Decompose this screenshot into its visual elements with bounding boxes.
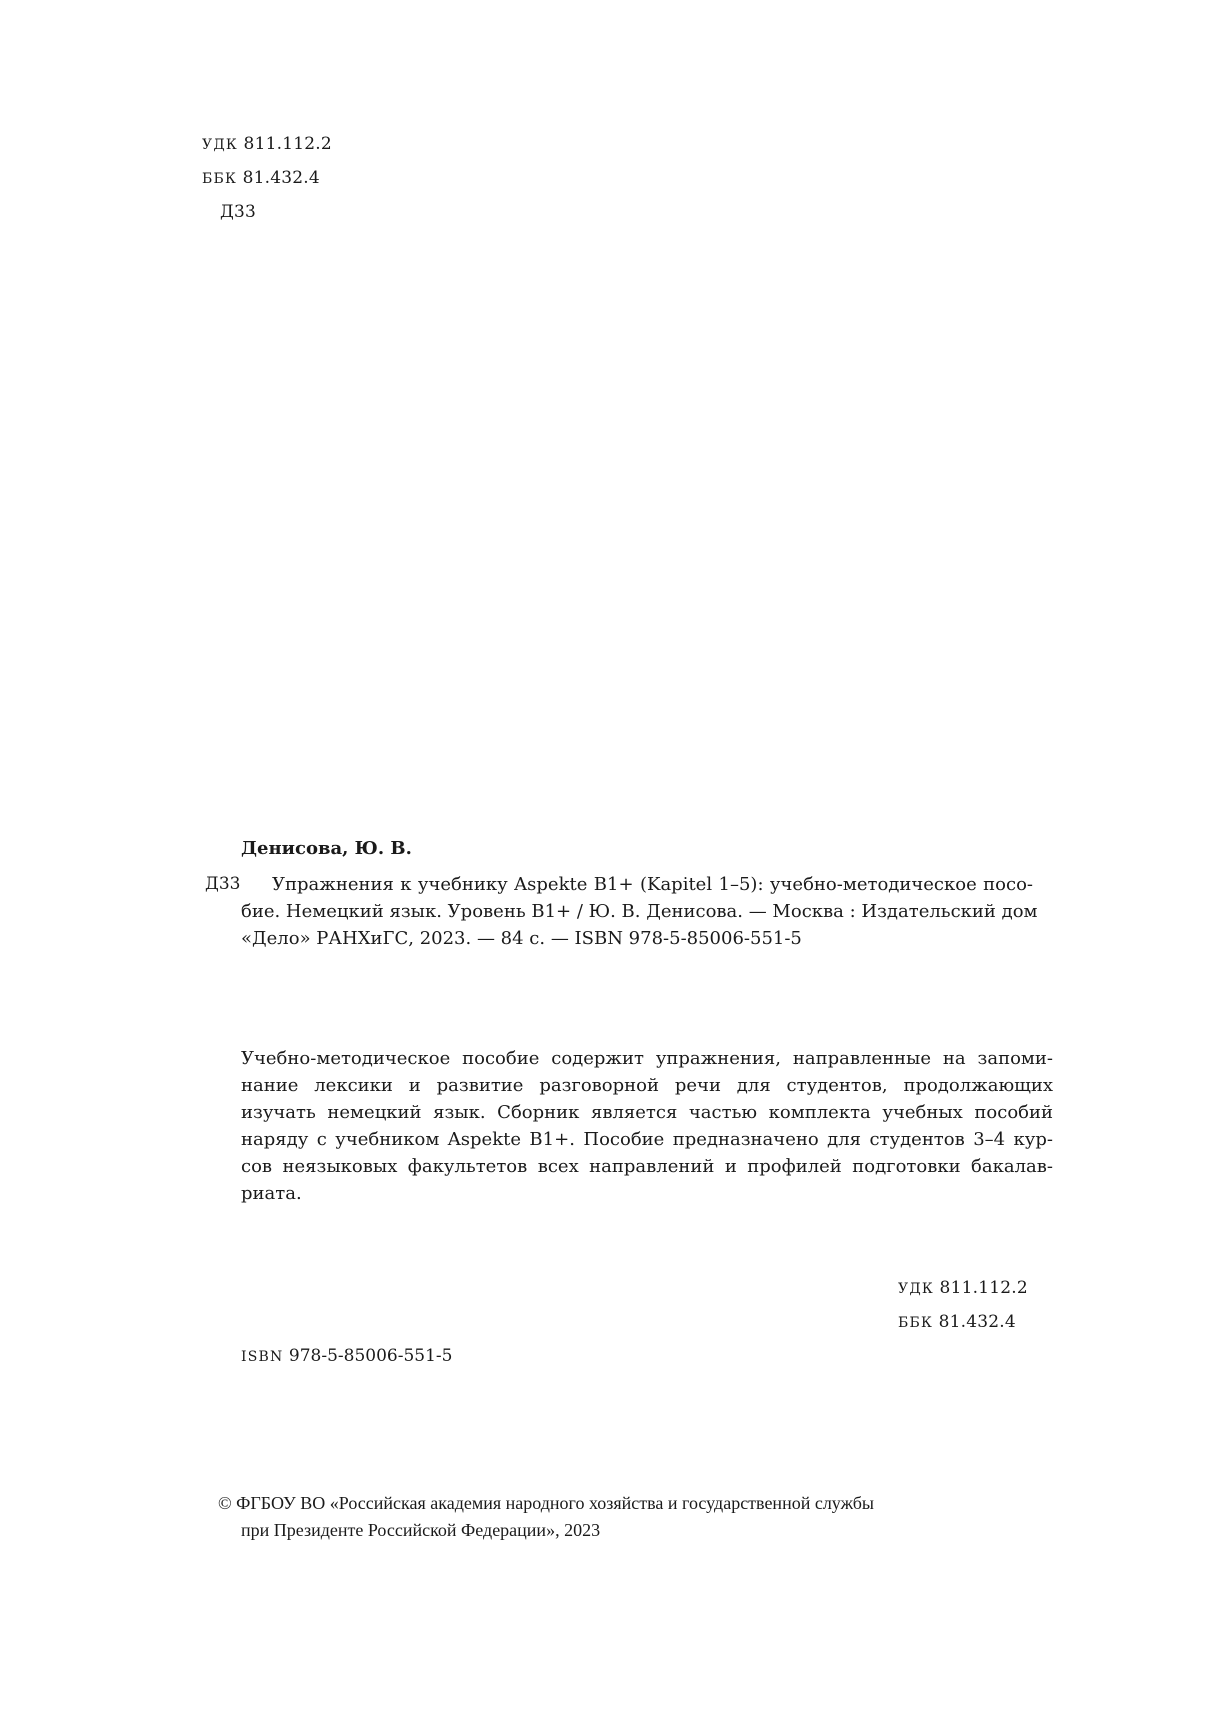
- annotation-line: риата.: [241, 1183, 302, 1204]
- bibliographic-line: Упражнения к учебнику Aspekte B1+ (Kapitel 1–5): учебно-методическое посо-: [272, 874, 1033, 895]
- bibliographic-line: «Дело» РАНХиГС, 2023. — 84 с. — ISBN 978-5-85006-551-5: [241, 928, 802, 949]
- bbk-label: ББК: [898, 1315, 934, 1331]
- bbk-bottom: [898, 1312, 1016, 1332]
- author-heading: Денисова, Ю. В.: [241, 838, 412, 859]
- copyright-line: при Президенте Российской Федерации», 2023: [241, 1520, 601, 1540]
- annotation-line: изучать немецкий язык. Сборник является частью комплекта учебных пособий: [241, 1102, 1053, 1123]
- bibliographic-line: бие. Немецкий язык. Уровень B1+ / Ю. В. Денисова. — Москва : Издательский дом: [241, 901, 1038, 922]
- annotation-line: сов неязыковых факультетов всех направлений и профилей подготовки бакалав-: [241, 1156, 1053, 1177]
- udk-value: 811.112.2: [939, 1278, 1028, 1298]
- bbk-label: ББК: [202, 171, 238, 187]
- udk-value: 811.112.2: [243, 134, 332, 154]
- udk-label: УДК: [898, 1281, 934, 1297]
- annotation-line: наряду с учебником Aspekte B1+. Пособие предназначено для студентов 3–4 кур-: [241, 1129, 1053, 1150]
- udk-top: [202, 134, 332, 154]
- isbn: [241, 1346, 452, 1366]
- udk-label: УДК: [202, 137, 238, 153]
- isbn-value: 978-5-85006-551-5: [288, 1346, 453, 1366]
- author-code-top: Д33: [220, 202, 257, 222]
- bbk-value: 81.432.4: [938, 1312, 1016, 1332]
- bbk-value: 81.432.4: [242, 168, 320, 188]
- bbk-top: [202, 168, 320, 188]
- isbn-label: ISBN: [241, 1349, 284, 1365]
- author-code-side: Д33: [205, 874, 241, 894]
- annotation-line: Учебно-методическое пособие содержит упражнения, направленные на запоми-: [241, 1048, 1053, 1069]
- udk-bottom: [898, 1278, 1028, 1298]
- copyright-line: © ФГБОУ ВО «Российская академия народного хозяйства и государственной службы: [218, 1493, 875, 1513]
- annotation-line: нание лексики и развитие разговорной речи для студентов, продолжающих: [241, 1075, 1053, 1096]
